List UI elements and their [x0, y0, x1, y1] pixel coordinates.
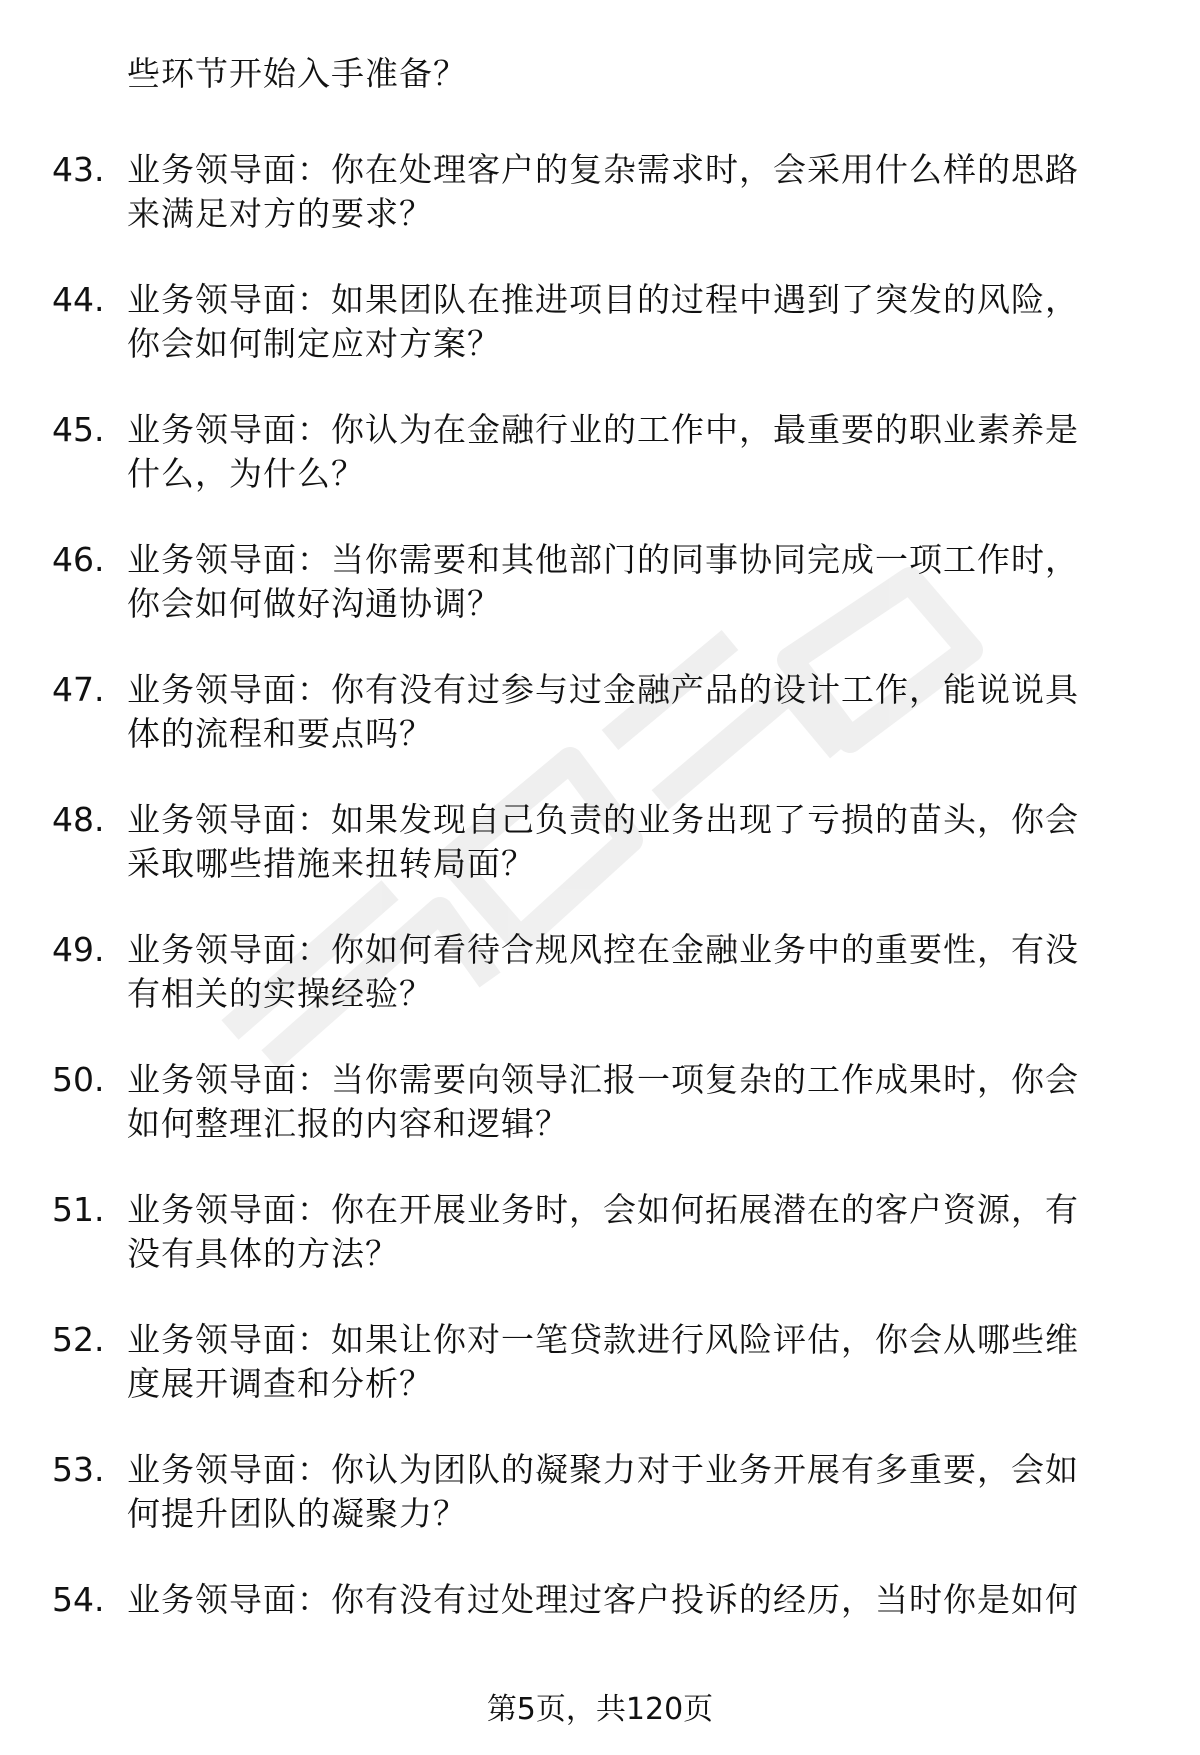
question-item	[0, 1318, 1200, 1406]
question-number: 52.	[52, 1320, 105, 1359]
question-line: 业务领导面：你认为在金融行业的工作中，最重要的职业素养是	[127, 410, 1079, 449]
question-item	[0, 148, 1200, 236]
question-line: 什么，为什么？	[127, 454, 365, 493]
question-text	[127, 668, 1147, 756]
question-text	[127, 928, 1147, 1016]
question-number: 43.	[52, 150, 105, 189]
question-text	[127, 1448, 1147, 1536]
question-line: 何提升团队的凝聚力？	[127, 1494, 467, 1533]
question-item	[0, 278, 1200, 366]
question-text	[127, 1318, 1147, 1406]
question-line: 没有具体的方法？	[127, 1234, 399, 1273]
question-line: 业务领导面：如果让你对一笔贷款进行风险评估，你会从哪些维	[127, 1320, 1079, 1359]
question-line: 采取哪些措施来扭转局面？	[127, 844, 535, 883]
question-number: 54.	[52, 1580, 105, 1619]
question-line: 业务领导面：你认为团队的凝聚力对于业务开展有多重要，会如	[127, 1450, 1079, 1489]
question-line: 有相关的实操经验？	[127, 974, 433, 1013]
question-number: 44.	[52, 280, 105, 319]
question-line: 业务领导面：你有没有过参与过金融产品的设计工作，能说说具	[127, 670, 1079, 709]
question-text	[127, 1188, 1147, 1276]
question-number: 48.	[52, 800, 105, 839]
question-item	[0, 1058, 1200, 1146]
question-item	[0, 928, 1200, 1016]
question-text	[127, 1578, 1147, 1622]
question-line: 度展开调查和分析？	[127, 1364, 433, 1403]
question-number: 45.	[52, 410, 105, 449]
question-line: 来满足对方的要求？	[127, 194, 433, 233]
question-text	[127, 408, 1147, 496]
question-line: 业务领导面：你有没有过处理过客户投诉的经历，当时你是如何	[127, 1580, 1079, 1619]
question-line: 如何整理汇报的内容和逻辑？	[127, 1104, 569, 1143]
question-line: 业务领导面：你在开展业务时，会如何拓展潜在的客户资源，有	[127, 1190, 1079, 1229]
question-line: 业务领导面：如果团队在推进项目的过程中遇到了突发的风险，	[127, 280, 1079, 319]
question-list	[0, 148, 1200, 1708]
question-number: 47.	[52, 670, 105, 709]
page-footer: 第5页，共120页	[486, 1692, 714, 1727]
question-item	[0, 668, 1200, 756]
question-line: 业务领导面：你如何看待合规风控在金融业务中的重要性，有没	[127, 930, 1079, 969]
question-line: 体的流程和要点吗？	[127, 714, 433, 753]
question-number: 51.	[52, 1190, 105, 1229]
question-line: 你会如何制定应对方案？	[127, 324, 501, 363]
question-line: 业务领导面：当你需要和其他部门的同事协同完成一项工作时，	[127, 540, 1079, 579]
continuation-line: 些环节开始入手准备？	[127, 54, 467, 93]
question-item	[0, 1578, 1200, 1666]
question-item	[0, 538, 1200, 626]
question-number: 49.	[52, 930, 105, 969]
question-number: 46.	[52, 540, 105, 579]
question-line: 业务领导面：当你需要向领导汇报一项复杂的工作成果时，你会	[127, 1060, 1079, 1099]
question-text	[127, 538, 1147, 626]
question-text	[127, 278, 1147, 366]
question-item	[0, 408, 1200, 496]
question-text	[127, 798, 1147, 886]
question-text	[127, 1058, 1147, 1146]
question-number: 50.	[52, 1060, 105, 1099]
question-line: 你会如何做好沟通协调？	[127, 584, 501, 623]
question-line: 业务领导面：你在处理客户的复杂需求时，会采用什么样的思路	[127, 150, 1079, 189]
question-text	[127, 148, 1147, 236]
question-item	[0, 1448, 1200, 1536]
question-number: 53.	[52, 1450, 105, 1489]
question-item	[0, 1188, 1200, 1276]
question-line: 业务领导面：如果发现自己负责的业务出现了亏损的苗头，你会	[127, 800, 1079, 839]
question-item	[0, 798, 1200, 886]
